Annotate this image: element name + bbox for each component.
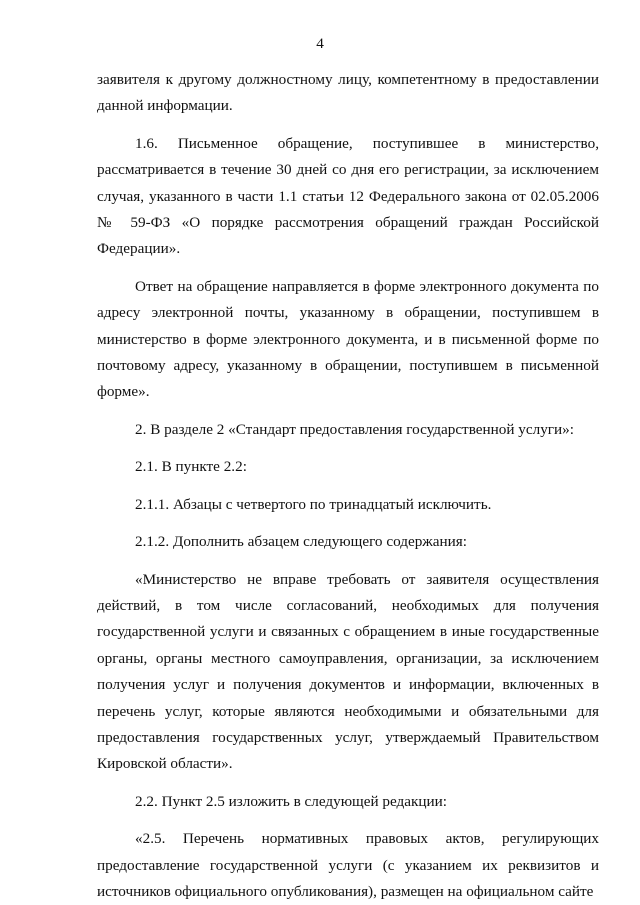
paragraph-clause-2-5: «2.5. Перечень нормативных правовых актов, регулирующих предоставление государственной услуги (с указанием их реквизитов и источников официального опубликования), размещен на официальном сайте (97, 830, 599, 900)
paragraph-clause-2-2: 2.2. Пункт 2.5 изложить в следующей редакции: (135, 792, 448, 810)
paragraph-clause-1-6: 1.6. Письменное обращение, поступившее в министерство, рассматривается в течение 30 дней со дня его регистрации, за исключением случая, указанного в части 1.1 статьи 12 Федерального закона от 02.05.2006 № 59-ФЗ «О порядке рассмотрения обращений граждан Российской Федерации». (97, 134, 599, 258)
paragraph-clause-2-1-1: 2.1.1. Абзацы с четвертого по тринадцатый исключить. (135, 495, 492, 513)
paragraph-section-2: 2. В разделе 2 «Стандарт предоставления государственной услуги»: (135, 420, 574, 438)
paragraph-continuation: заявителя к другому должностному лицу, компетентному в предоставлении данной информации. (97, 71, 599, 115)
document-body (97, 67, 599, 905)
paragraph-response-form: Ответ на обращение направляется в форме электронного документа по адресу электронной почты, указанному в обращении, поступившем в министерство в форме электронного документа, и в письменной форме по почтовому адресу, указанному в обращении, поступившем в письменной форме». (97, 277, 599, 401)
paragraph-quoted-addition: «Министерство не вправе требовать от заявителя осуществления действий, в том числе согласований, необходимых для получения государственной услуги и связанных с обращением в иные государственные органы, органы местного самоуправления, организации, за исключением получения услуг и получения документов и информации, включенных в перечень услуг, которые являются необходимыми и обязательными для предоставления государственных услуг, утверждаемый Правительством Кировской области». (97, 570, 599, 773)
paragraph-clause-2-1-2: 2.1.2. Дополнить абзацем следующего содержания: (135, 533, 467, 551)
page-number: 4 (316, 35, 324, 52)
paragraph-clause-2-1: 2.1. В пункте 2.2: (135, 458, 247, 476)
